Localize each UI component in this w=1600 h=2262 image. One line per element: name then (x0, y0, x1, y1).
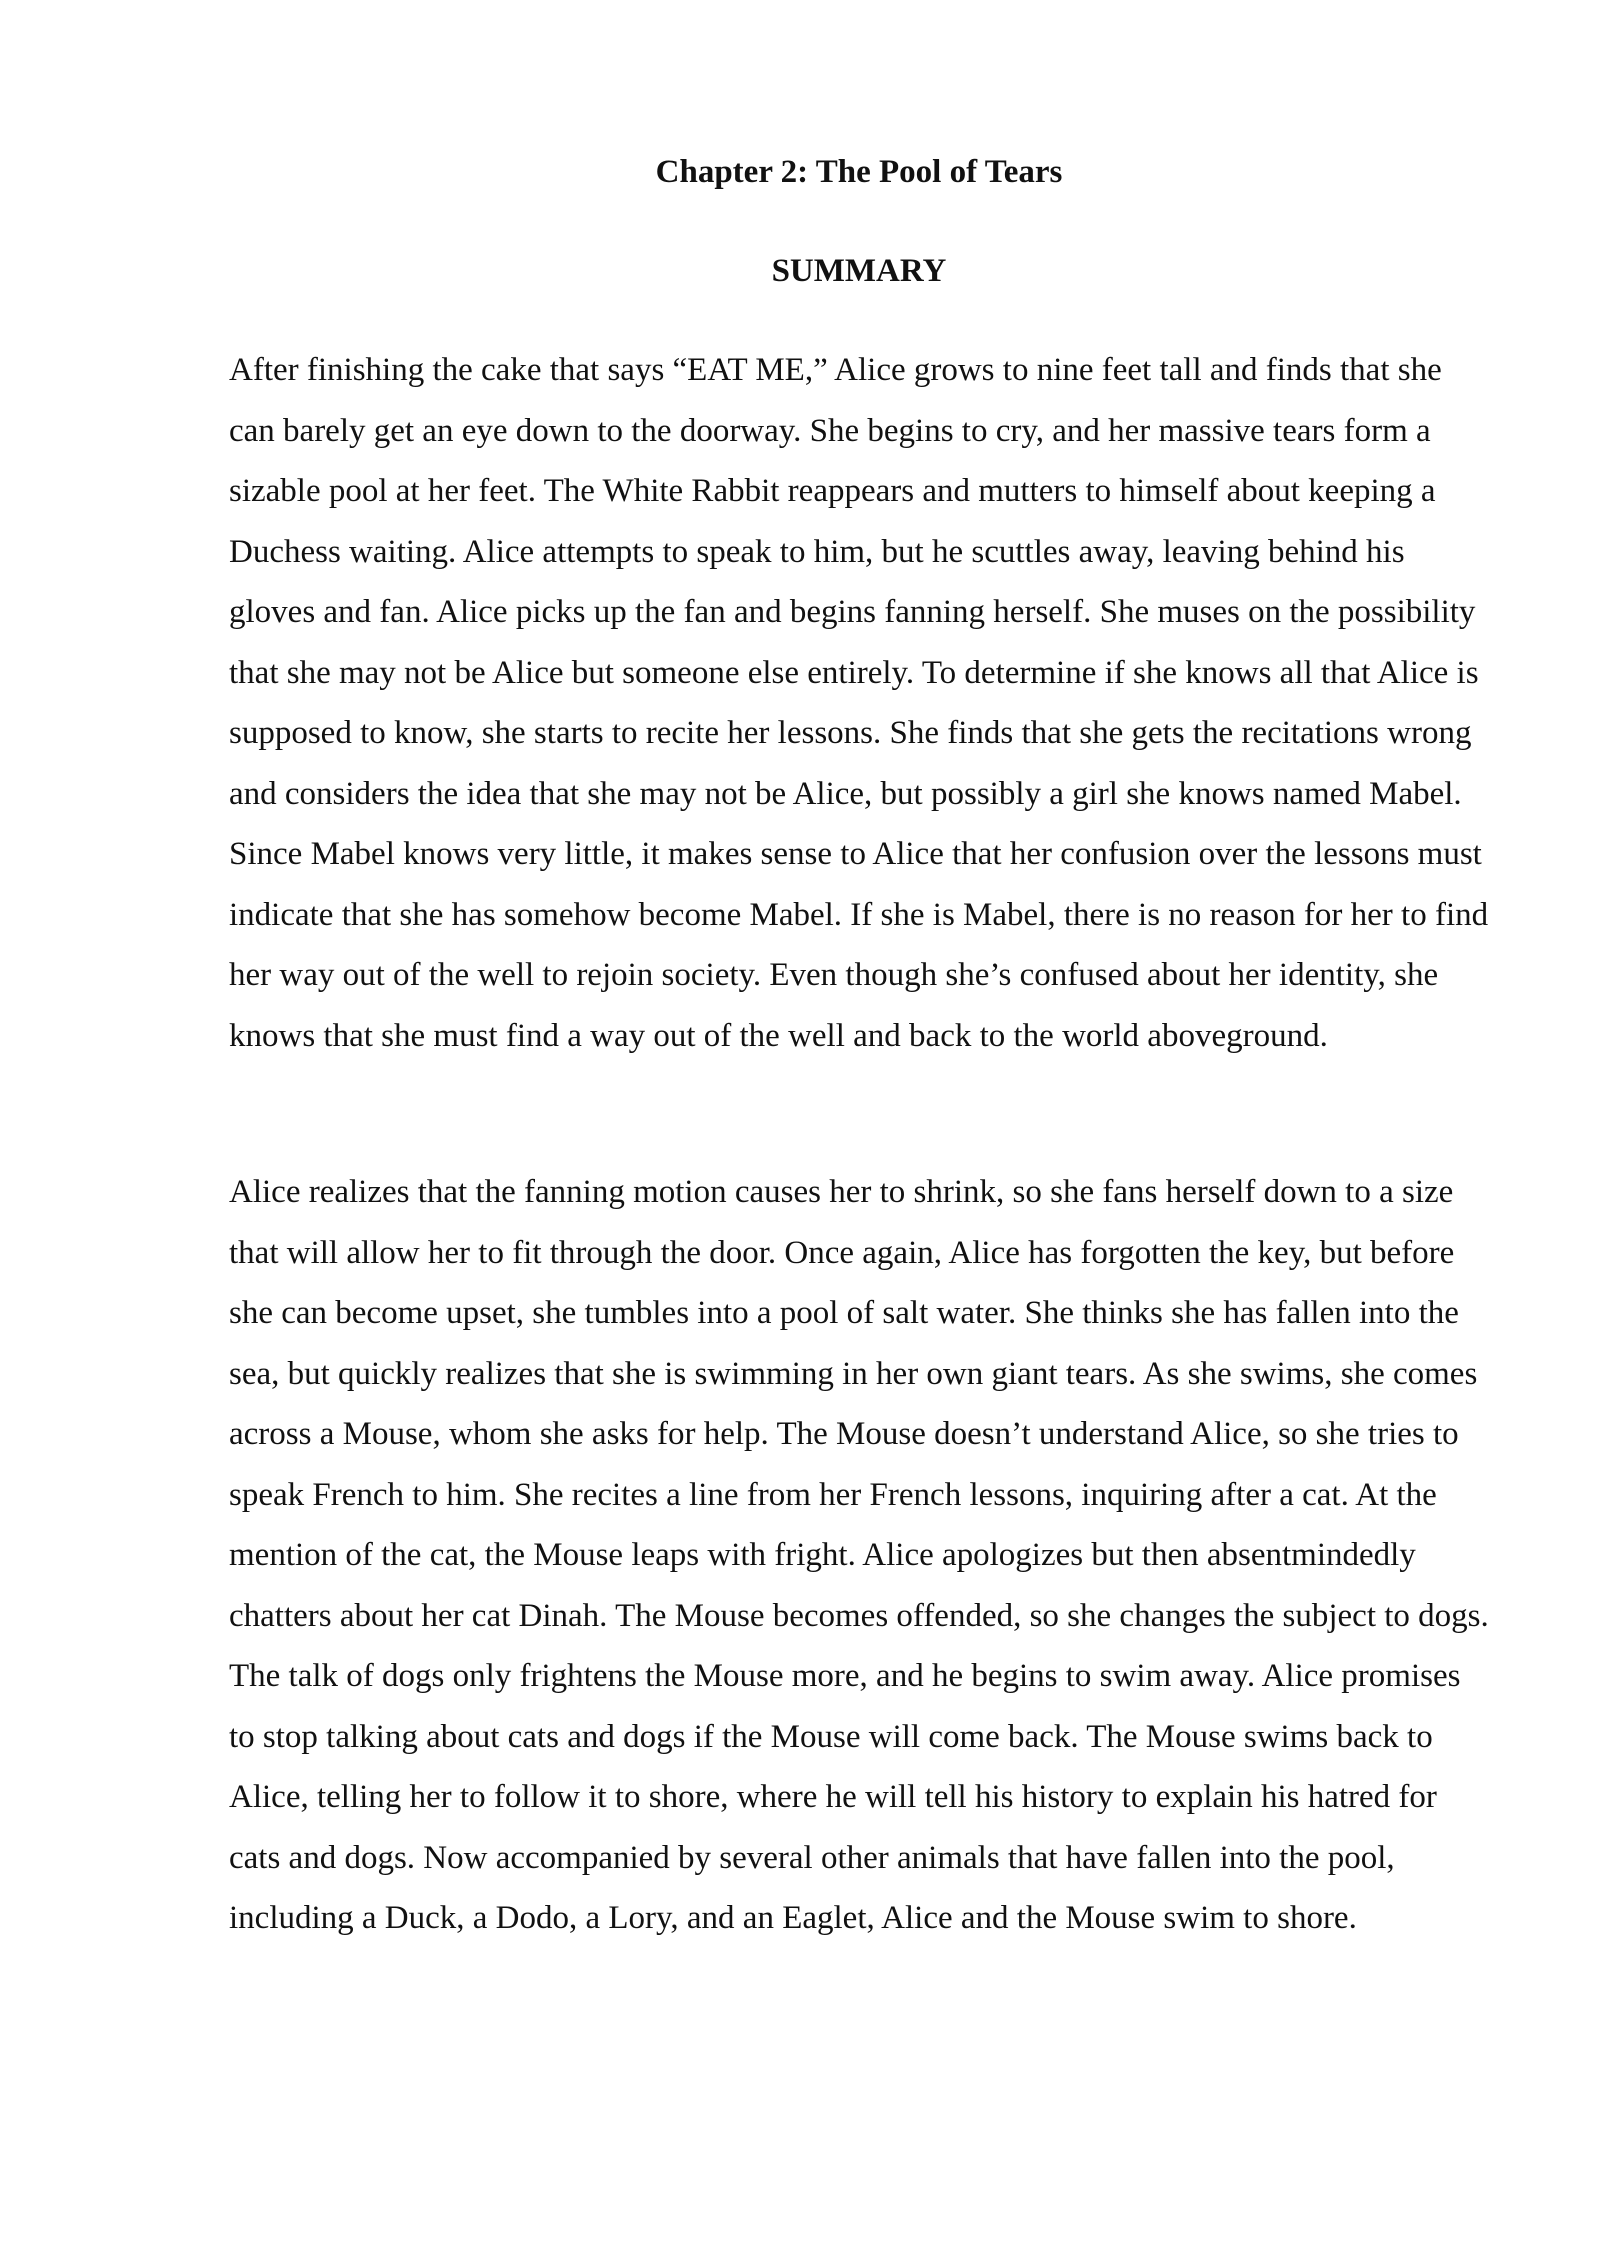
summary-paragraph-1: After finishing the cake that says “EAT ME,” Alice grows to nine feet tall and finds that she can barely get an eye down to the doorway. She begins to cry, and her massive tears form a sizable pool at her feet. The White Rabbit reappears and mutters to himself about keeping a Duchess waiting. Alice attempts to speak to him, but he scuttles away, leaving behind his gloves and fan. Alice picks up the fan and begins fanning herself. She muses on the possibility that she may not be Alice but someone else entirely. To determine if she knows all that Alice is supposed to know, she starts to recite her lessons. She finds that she gets the recitations wrong and considers the idea that she may not be Alice, but possibly a girl she knows named Mabel. Since Mabel knows very little, it makes sense to Alice that her confusion over the lessons must indicate that she has somehow become Mabel. If she is Mabel, there is no reason for her to find her way out of the well to rejoin society. Even though she’s confused about her identity, she knows that she must find a way out of the well and back to the world aboveground. (229, 352, 1489, 1054)
summary-paragraph-2: Alice realizes that the fanning motion causes her to shrink, so she fans herself down to a size that will allow her to fit through the door. Once again, Alice has forgotten the key, but before she can become upset, she tumbles into a pool of salt water. She thinks she has fallen into the sea, but quickly realizes that she is swimming in her own giant tears. As she swims, she comes across a Mouse, whom she asks for help. The Mouse doesn’t understand Alice, so she tries to speak French to him. She recites a line from her French lessons, inquiring after a cat. At the mention of the cat, the Mouse leaps with fright. Alice apologizes but then absentmindedly chatters about her cat Dinah. The Mouse becomes offended, so she changes the subject to dogs. The talk of dogs only frightens the Mouse more, and he begins to swim away. Alice promises to stop talking about cats and dogs if the Mouse will come back. The Mouse swims back to Alice, telling her to follow it to shore, where he will tell his history to explain his hatred for cats and dogs. Now accompanied by several other animals that have fallen into the pool, including a Duck, a Dodo, a Lory, and an Eaglet, Alice and the Mouse swim to shore. (229, 1174, 1489, 1936)
section-title: SUMMARY (771, 253, 947, 289)
chapter-title: Chapter 2: The Pool of Tears (655, 154, 1063, 190)
